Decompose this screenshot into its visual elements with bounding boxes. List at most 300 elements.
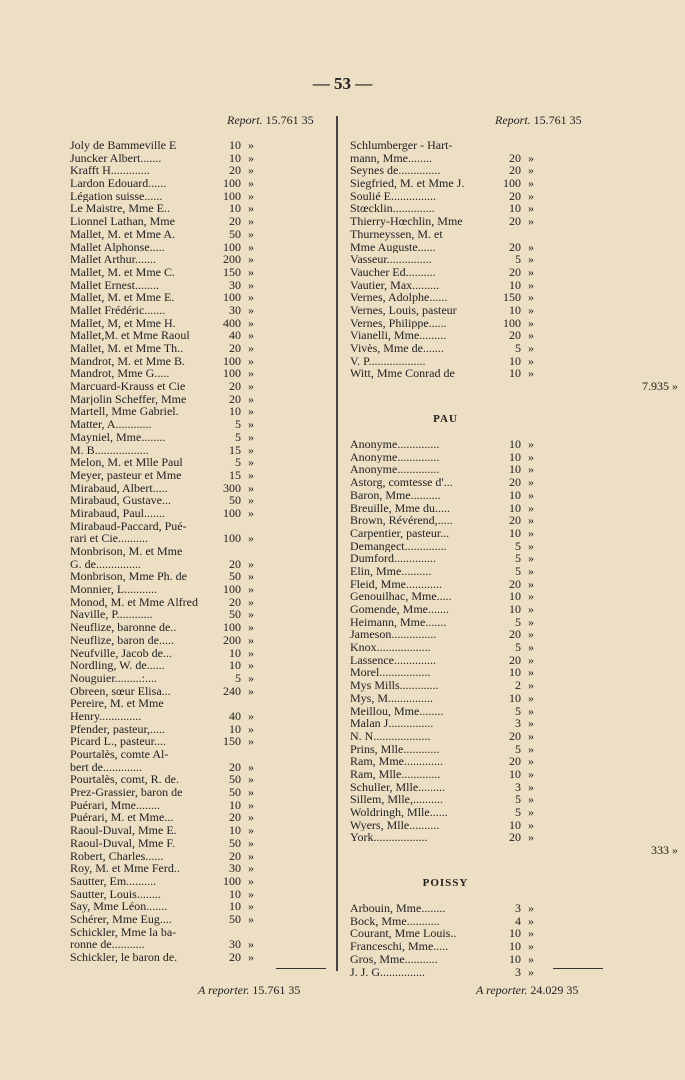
donor-name: Vaucher Ed.......... — [350, 265, 436, 279]
donor-name: Mayniel, Mme........ — [70, 430, 166, 444]
donor-row — [350, 317, 610, 330]
donor-name: Légation suisse...... — [70, 189, 163, 203]
donor-name: Mallet, M. et Mme C. — [70, 265, 175, 279]
donor-name: Jameson............... — [350, 628, 437, 642]
donor-unit: » — [248, 531, 254, 546]
donor-name: Stœcklin.............. — [350, 202, 435, 216]
donor-amount: 150 — [503, 290, 521, 305]
donor-amount: 10 — [229, 797, 241, 812]
donor-unit: » — [528, 353, 534, 368]
donor-row — [350, 540, 610, 553]
donor-amount: 10 — [229, 201, 241, 216]
donor-amount: 10 — [509, 462, 521, 477]
donor-amount: 150 — [223, 264, 241, 279]
donor-name: Henry.............. — [70, 709, 142, 723]
donor-amount: 5 — [515, 805, 521, 819]
donor-amount: 5 — [235, 417, 241, 432]
donor-name: Mallet, M. et Mme A. — [70, 227, 175, 241]
donor-row — [350, 953, 610, 966]
donor-unit: » — [528, 328, 534, 343]
donor-amount: 5 — [515, 741, 521, 756]
donor-name: Neuflize, baronne de.. — [70, 621, 177, 634]
donor-unit: » — [528, 640, 534, 655]
donor-unit: » — [248, 582, 254, 597]
donor-row — [70, 634, 330, 647]
donor-amount: 20 — [509, 163, 521, 178]
donor-name: Anonyme.............. — [350, 438, 440, 451]
donor-unit: » — [528, 277, 534, 292]
donor-row — [350, 202, 610, 215]
donor-row — [70, 469, 330, 482]
donor-amount: 5 — [235, 429, 241, 444]
donor-unit: » — [248, 772, 254, 787]
donor-row — [70, 850, 330, 863]
donor-unit: » — [528, 290, 534, 305]
donor-unit: » — [528, 627, 534, 642]
donor-name: bert de............. — [70, 760, 142, 774]
donor-name: Marjolin Scheffer, Mme — [70, 392, 187, 406]
donor-row — [350, 666, 610, 679]
donor-name: Vernes, Adolphe...... — [350, 291, 448, 304]
donor-unit: » — [528, 302, 534, 317]
donor-amount: 50 — [229, 607, 241, 622]
donor-row — [70, 494, 330, 507]
donor-name: Mys Mills............. — [350, 679, 439, 692]
donor-unit: » — [248, 239, 254, 254]
donor-unit: » — [528, 437, 534, 452]
donor-amount: 15 — [229, 442, 241, 457]
donor-amount: 10 — [229, 886, 241, 901]
donor-unit: » — [248, 797, 254, 812]
donor-amount: 20 — [229, 391, 241, 406]
donor-amount: 30 — [229, 302, 241, 317]
donor-name: Schickler, le baron de. — [70, 951, 178, 964]
donor-amount: 300 — [223, 480, 241, 495]
donor-name: Pfender, pasteur,..... — [70, 722, 166, 736]
donor-unit: » — [248, 835, 254, 850]
donor-name: Mallet, M. et Mme Th.. — [70, 342, 184, 355]
donor-unit: » — [248, 670, 254, 685]
donor-unit: » — [248, 188, 254, 203]
donor-unit: » — [528, 563, 534, 578]
donor-unit: » — [248, 658, 254, 673]
donor-row — [70, 164, 330, 177]
donor-row — [70, 900, 330, 913]
donor-unit: » — [528, 163, 534, 178]
page-number: — 53 — — [312, 74, 373, 93]
donor-name: Anonyme.............. — [350, 450, 440, 464]
donor-unit: » — [248, 848, 254, 863]
donor-amount: 2 — [515, 678, 521, 693]
donor-unit: » — [248, 480, 254, 495]
report-amount: 15.761 35 — [533, 113, 582, 127]
donor-row — [350, 806, 610, 819]
donor-amount: 10 — [509, 939, 521, 954]
donor-unit: » — [528, 538, 534, 553]
donor-row — [350, 743, 610, 756]
donor-row — [350, 565, 610, 578]
donor-row — [350, 241, 610, 254]
donor-row — [70, 875, 330, 888]
donor-row — [350, 603, 610, 616]
donor-unit: » — [248, 721, 254, 736]
donor-row — [350, 679, 610, 692]
donor-amount — [493, 228, 521, 241]
donor-name: ronne de........... — [70, 938, 145, 951]
donor-amount: 100 — [223, 873, 241, 888]
donor-name: Mallet Arthur....... — [70, 253, 156, 266]
donor-amount: 20 — [229, 379, 241, 394]
donor-row — [70, 951, 330, 964]
donor-amount: 20 — [229, 950, 241, 964]
donor-name: Melon, M. et Mlle Paul — [70, 456, 183, 469]
donor-amount: 100 — [223, 353, 241, 368]
donor-unit: » — [248, 759, 254, 774]
donor-unit: » — [248, 683, 254, 698]
report-label: Report. — [227, 113, 263, 127]
donor-name: Lionnel Lathan, Mme — [70, 215, 175, 228]
donor-amount: 100 — [223, 176, 241, 191]
donor-unit: » — [528, 239, 534, 254]
donor-amount: 3 — [515, 779, 521, 794]
donor-row — [70, 405, 330, 418]
donor-unit: » — [528, 939, 534, 954]
donor-name: Schuller, Mlle......... — [350, 780, 446, 794]
donor-name: Dumford.............. — [350, 552, 436, 565]
donor-name: Mirabaud, Paul....... — [70, 506, 165, 520]
donor-amount: 20 — [229, 759, 241, 774]
donor-unit: » — [528, 475, 534, 490]
donor-amount: 150 — [223, 734, 241, 749]
donor-row — [70, 837, 330, 850]
donor-amount: 10 — [229, 150, 241, 165]
donor-unit: » — [528, 315, 534, 330]
donor-name: rari et Cie.......... — [70, 532, 148, 545]
donor-name: Schickler, Mme la ba- — [70, 925, 177, 939]
donor-unit: » — [528, 150, 534, 165]
donor-amount: 10 — [509, 766, 521, 781]
donor-name: Breuille, Mme du..... — [350, 501, 450, 515]
donor-name: York.................. — [350, 831, 428, 845]
donor-row — [350, 291, 610, 304]
donor-amount: 20 — [229, 556, 241, 571]
donor-amount: 5 — [235, 670, 241, 685]
donor-name: Nordling, W. de...... — [70, 659, 165, 672]
donor-row — [70, 355, 330, 368]
donor-unit: » — [248, 379, 254, 394]
donor-unit: » — [528, 614, 534, 629]
donor-unit: » — [248, 899, 254, 914]
donor-row — [350, 915, 610, 928]
donor-row — [350, 253, 610, 266]
donor-row — [350, 940, 610, 953]
donor-name: G. de............... — [70, 557, 141, 571]
subtotal-2: 333 » — [651, 843, 678, 858]
donor-name: Arbouin, Mme........ — [350, 902, 446, 915]
donor-amount: 100 — [223, 582, 241, 597]
donor-amount: 50 — [229, 835, 241, 850]
donor-row — [70, 647, 330, 660]
donor-unit: » — [528, 214, 534, 229]
donor-name: Mme Auguste...... — [350, 240, 436, 254]
donor-row — [350, 279, 610, 292]
donor-name: Neuflize, baron de..... — [70, 633, 174, 647]
donor-name: Schlumberger - Hart- — [350, 139, 453, 152]
donor-unit: » — [248, 302, 254, 317]
donor-amount: 10 — [509, 500, 521, 515]
report-left — [227, 113, 314, 128]
donor-name: Monbrison, M. et Mme — [70, 545, 183, 558]
donor-name: Thierry-Hœchlin, Mme — [350, 215, 463, 228]
donor-list-block-2 — [350, 438, 610, 844]
donor-unit: » — [248, 455, 254, 470]
donor-name: Mandrot, Mme G..... — [70, 367, 170, 381]
donor-row — [350, 781, 610, 794]
donor-unit: » — [248, 632, 254, 647]
donor-unit: » — [528, 176, 534, 191]
donor-amount: 10 — [229, 138, 241, 152]
donor-row — [70, 241, 330, 254]
donor-row — [350, 164, 610, 177]
donor-row — [70, 938, 330, 951]
donor-name: M. B.................. — [70, 443, 149, 457]
donor-amount: 10 — [509, 951, 521, 966]
donor-unit: » — [528, 449, 534, 464]
donor-row — [350, 616, 610, 629]
donor-amount: 5 — [515, 792, 521, 807]
donor-name: Sautter, Louis........ — [70, 887, 161, 901]
carry-forward-right — [476, 983, 578, 998]
donor-row — [70, 482, 330, 495]
donor-unit: » — [528, 690, 534, 705]
donor-amount: 50 — [229, 772, 241, 787]
donor-row — [70, 152, 330, 165]
donor-unit: » — [528, 805, 534, 819]
donor-amount: 50 — [229, 785, 241, 800]
donor-unit: » — [248, 290, 254, 305]
donor-name: Carpentier, pasteur... — [350, 526, 450, 540]
donor-row — [70, 685, 330, 698]
carry-amount: 24.029 35 — [530, 983, 579, 997]
donor-amount: 20 — [229, 848, 241, 863]
carry-forward-left — [198, 983, 300, 998]
donor-amount: 5 — [515, 538, 521, 553]
donor-name: Vasseur............... — [350, 253, 432, 266]
donor-row — [70, 253, 330, 266]
donor-amount: 5 — [515, 551, 521, 566]
donor-amount: 20 — [509, 728, 521, 743]
donor-unit: » — [528, 487, 534, 502]
donor-row — [350, 819, 610, 832]
donor-unit: » — [248, 277, 254, 292]
donor-name: Gros, Mme........... — [350, 952, 438, 966]
donor-name: Ram, Mlle............. — [350, 767, 441, 781]
donor-row — [70, 279, 330, 292]
report-right — [495, 113, 582, 128]
donor-unit: » — [528, 716, 534, 731]
donor-unit: » — [248, 810, 254, 825]
donor-row — [350, 641, 610, 654]
donor-amount: 20 — [509, 214, 521, 229]
donor-name: Gomende, Mme....... — [350, 603, 449, 616]
donor-row — [70, 520, 330, 533]
donor-name: Puérari, Mme........ — [70, 798, 160, 812]
donor-amount: 5 — [515, 614, 521, 629]
donor-unit: » — [528, 913, 534, 928]
donor-amount: 10 — [509, 353, 521, 368]
donor-amount: 3 — [515, 716, 521, 731]
donor-unit: » — [248, 708, 254, 723]
donor-unit: » — [248, 252, 254, 267]
donor-row — [350, 717, 610, 730]
donor-name: Malan J............... — [350, 717, 434, 730]
donor-row — [350, 755, 610, 768]
donor-row — [70, 418, 330, 431]
donor-row — [350, 215, 610, 228]
donor-name: Monod, M. et Mme Alfred — [70, 595, 198, 609]
donor-name: Roy, M. et Mme Ferd.. — [70, 862, 180, 875]
donor-amount: 20 — [229, 341, 241, 355]
donor-row — [70, 583, 330, 596]
donor-name: Raoul-Duval, Mme F. — [70, 836, 176, 850]
donor-name: Puérari, M. et Mme... — [70, 811, 174, 825]
donor-unit: » — [248, 620, 254, 635]
donor-name: V. P................... — [350, 354, 426, 368]
donor-unit: » — [528, 201, 534, 216]
carry-label: A reporter. — [476, 983, 528, 997]
donor-name: Meyer, pasteur et Mme — [70, 468, 182, 482]
donor-row — [70, 177, 330, 190]
donor-row — [350, 476, 610, 489]
donor-unit: » — [528, 678, 534, 693]
donor-unit: » — [528, 754, 534, 769]
donor-name: Sillem, Mlle,.......... — [350, 793, 443, 806]
donor-unit: » — [528, 792, 534, 807]
donor-row — [70, 786, 330, 799]
donor-name: Fleid, Mme............ — [350, 577, 442, 591]
donor-amount: 20 — [229, 810, 241, 825]
donor-name: Astorg, comtesse d'... — [350, 476, 453, 489]
donor-unit: » — [528, 766, 534, 781]
section-heading-pau: PAU — [433, 413, 458, 426]
donor-row — [70, 317, 330, 330]
donor-row — [70, 926, 330, 939]
donor-amount — [213, 545, 241, 558]
donor-name: Pourtalès, comt, R. de. — [70, 773, 179, 787]
donor-name: Anonyme.............. — [350, 463, 440, 477]
donor-row — [70, 735, 330, 748]
donor-name: Brown, Révérend,..... — [350, 514, 453, 527]
donor-unit: » — [248, 391, 254, 406]
donor-row — [70, 811, 330, 824]
donor-row — [350, 502, 610, 515]
donor-name: Juncker Albert....... — [70, 151, 162, 165]
donor-name: Matter, A............ — [70, 418, 152, 431]
donor-amount: 20 — [509, 830, 521, 845]
donor-unit: » — [248, 341, 254, 355]
donor-name: Vernes, Louis, pasteur — [350, 303, 457, 317]
column-divider — [336, 116, 338, 971]
donor-row — [350, 831, 610, 844]
donor-unit: » — [248, 214, 254, 229]
donor-row — [70, 532, 330, 545]
donor-name: Ram, Mme............. — [350, 755, 443, 768]
donor-amount: 50 — [229, 569, 241, 584]
donor-amount: 5 — [515, 640, 521, 655]
donor-amount: 100 — [223, 188, 241, 203]
donor-row — [70, 621, 330, 634]
donor-row — [350, 355, 610, 368]
donor-row — [350, 730, 610, 743]
donor-unit: » — [248, 645, 254, 660]
donor-name: Prins, Mlle............ — [350, 742, 440, 756]
donor-row — [70, 190, 330, 203]
donor-row — [70, 710, 330, 723]
donor-unit: » — [528, 513, 534, 528]
donor-name: Obreen, sœur Elisa... — [70, 684, 171, 698]
donor-name: N. N................... — [350, 729, 431, 743]
donor-row — [70, 329, 330, 342]
donor-name: Vianelli, Mme......... — [350, 329, 447, 342]
donor-amount: 20 — [509, 328, 521, 343]
donor-name: Vautier, Max......... — [350, 278, 440, 292]
donor-unit: » — [248, 366, 254, 381]
donor-name: Say, Mme Léon....... — [70, 900, 168, 913]
donor-unit: » — [528, 703, 534, 718]
donor-row — [70, 913, 330, 926]
donor-amount: 10 — [509, 690, 521, 705]
donor-row — [70, 748, 330, 761]
donor-name: Wyers, Mlle.......... — [350, 818, 440, 832]
donor-unit: » — [528, 817, 534, 832]
right-column — [350, 139, 678, 979]
donor-unit: » — [528, 500, 534, 515]
donor-amount: 100 — [223, 366, 241, 381]
donor-row — [350, 514, 610, 527]
donor-unit: » — [248, 886, 254, 901]
donor-list-block-1 — [350, 139, 610, 380]
donor-name: Mys, M............... — [350, 691, 434, 705]
donor-name: Vivès, Mme de....... — [350, 342, 444, 355]
donor-unit: » — [248, 911, 254, 926]
donor-amount: 20 — [509, 576, 521, 591]
donor-amount: 10 — [229, 899, 241, 914]
donor-unit: » — [528, 728, 534, 743]
donor-unit: » — [248, 493, 254, 508]
donor-row — [350, 527, 610, 540]
donor-row — [70, 799, 330, 812]
donor-unit: » — [528, 901, 534, 916]
donor-name: Heimann, Mme....... — [350, 615, 447, 629]
donor-row — [70, 507, 330, 520]
donor-row — [70, 570, 330, 583]
donor-unit: » — [248, 150, 254, 165]
donor-row — [70, 228, 330, 241]
donor-amount: 20 — [229, 163, 241, 178]
donor-name: Le Maistre, Mme E.. — [70, 202, 170, 216]
donor-amount: 10 — [509, 487, 521, 502]
donor-name: Witt, Mme Conrad de — [350, 367, 455, 381]
donor-row — [350, 329, 610, 342]
donor-amount: 20 — [509, 652, 521, 667]
donor-amount: 10 — [509, 449, 521, 464]
donor-amount: 10 — [509, 926, 521, 941]
donor-row — [350, 463, 610, 476]
donor-name: Nouguier.........:.... — [70, 671, 157, 685]
donor-row — [70, 545, 330, 558]
donor-unit: » — [248, 467, 254, 482]
donor-amount: 10 — [229, 721, 241, 736]
